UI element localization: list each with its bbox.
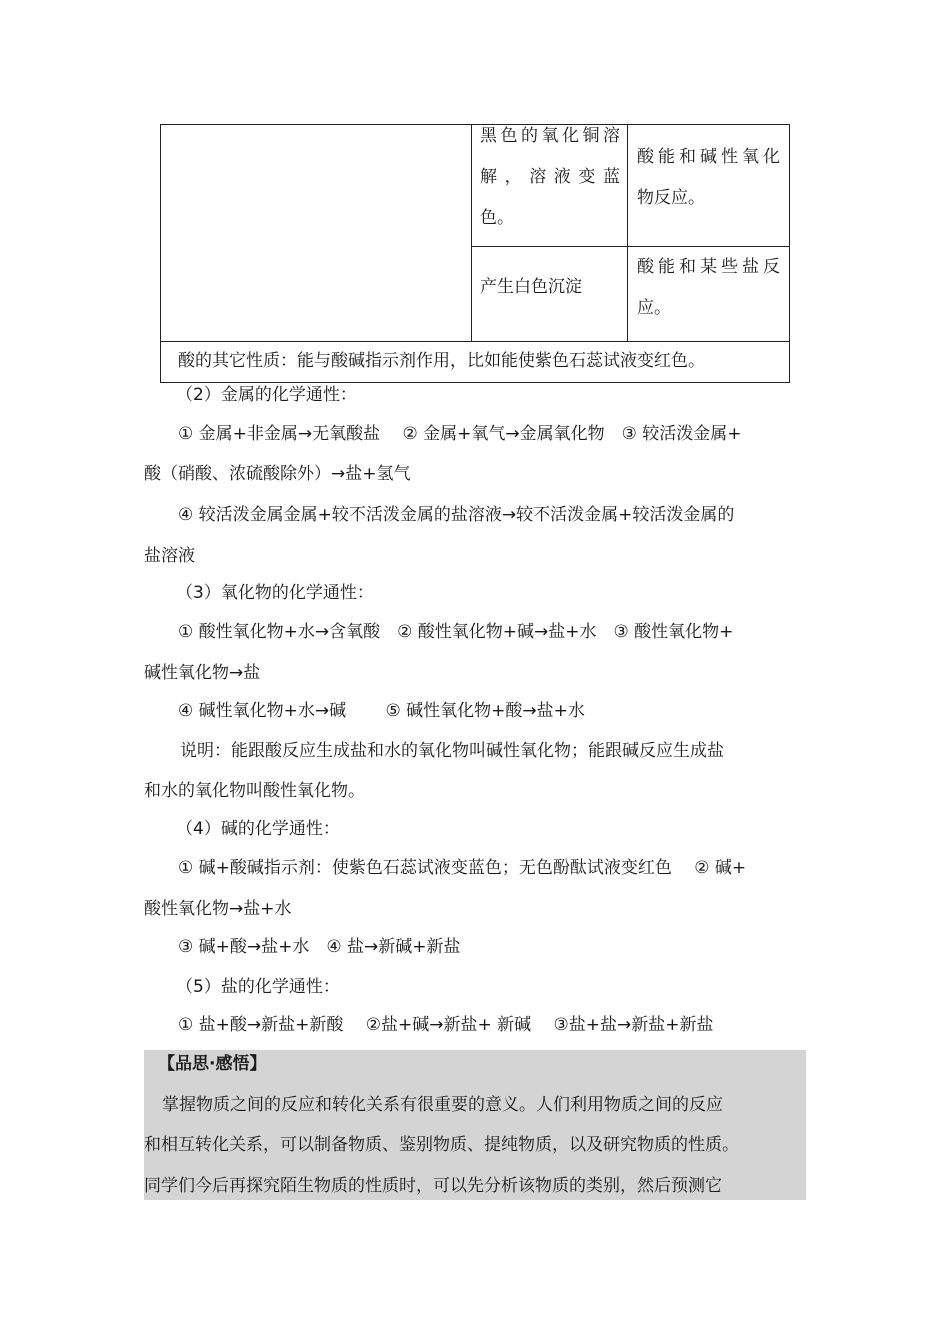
table-border-left (160, 124, 161, 383)
paragraph-line: 酸（硝酸、浓硫酸除外）→盐+氢气 (144, 464, 411, 484)
table-cell-observation-2 (480, 267, 620, 308)
paragraph-line: 碱性氧化物→盐 (144, 663, 261, 683)
table-border-top (160, 124, 790, 125)
paragraph-line: 酸性氧化物→盐+水 (144, 899, 292, 919)
reflection-line: 和相互转化关系，可以制备物质、鉴别物质、提纯物质，以及研究物质的性质。 (144, 1135, 739, 1155)
paragraph-line: ① 金属+非金属→无氧酸盐 ② 金属+氧气→金属氧化物 ③ 较活泼金属+ (178, 424, 742, 444)
paragraph-line: ③ 碱+酸→盐+水 ④ 盐→新碱+新盐 (178, 937, 461, 957)
cell-line: 黑色的氧化铜溶 (480, 126, 620, 146)
paragraph-line: ① 盐+酸→新盐+新酸 ②盐+碱→新盐+ 新碱 ③盐+盐→新盐+新盐 (178, 1015, 714, 1035)
table-cell-conclusion-1 (637, 137, 780, 219)
table-col-divider-1 (471, 124, 472, 341)
reflection-line: 同学们今后再探究陌生物质的性质时，可以先分析该物质的类别，然后预测它 (144, 1176, 722, 1196)
section-heading-salts: （5）盐的化学通性： (176, 977, 340, 997)
table-col-divider-2 (627, 124, 628, 341)
paragraph-line: ④ 碱性氧化物+水→碱 ⑤ 碱性氧化物+酸→盐+水 (178, 701, 585, 721)
table-cell-conclusion-2 (637, 247, 780, 329)
table-border-right (789, 124, 790, 383)
paragraph-line: 盐溶液 (144, 546, 195, 566)
paragraph-line: ① 酸性氧化物+水→含氧酸 ② 酸性氧化物+碱→盐+水 ③ 酸性氧化物+ (178, 622, 734, 642)
section-heading-oxides: （3）氧化物的化学通性： (176, 583, 374, 603)
cell-line: 物反应。 (637, 188, 705, 208)
table-footer-text: 酸的其它性质：能与酸碱指示剂作用，比如能使紫色石蕊试液变红色。 (178, 351, 705, 371)
section-heading-metals: （2）金属的化学通性： (176, 385, 357, 405)
section-heading-bases: （4）碱的化学通性： (176, 819, 340, 839)
paragraph-line: ① 碱+酸碱指示剂：使紫色石蕊试液变蓝色；无色酚酞试液变红色 ② 碱+ (178, 858, 747, 878)
cell-line: 酸能和某些盐反 (637, 257, 780, 277)
cell-line: 应。 (637, 298, 671, 318)
cell-line: 产生白色沉淀 (480, 277, 582, 297)
cell-line: 色。 (480, 208, 514, 228)
paragraph-line: ④ 较活泼金属金属+较不活泼金属的盐溶液→较不活泼金属+较活泼金属的 (178, 505, 735, 525)
cell-line: 解，溶液变蓝 (480, 167, 620, 187)
paragraph-line: 和水的氧化物叫酸性氧化物。 (144, 781, 365, 801)
cell-line: 酸能和碱性氧化 (637, 147, 780, 167)
reflection-line: 掌握物质之间的反应和转化关系有很重要的意义。人们利用物质之间的反应 (162, 1095, 723, 1115)
paragraph-line: 说明：能跟酸反应生成盐和水的氧化物叫碱性氧化物；能跟碱反应生成盐 (180, 741, 724, 761)
properties-table (160, 124, 790, 383)
table-cell-observation-1 (480, 116, 620, 239)
reflection-heading: 【品思·感悟】 (158, 1054, 267, 1074)
